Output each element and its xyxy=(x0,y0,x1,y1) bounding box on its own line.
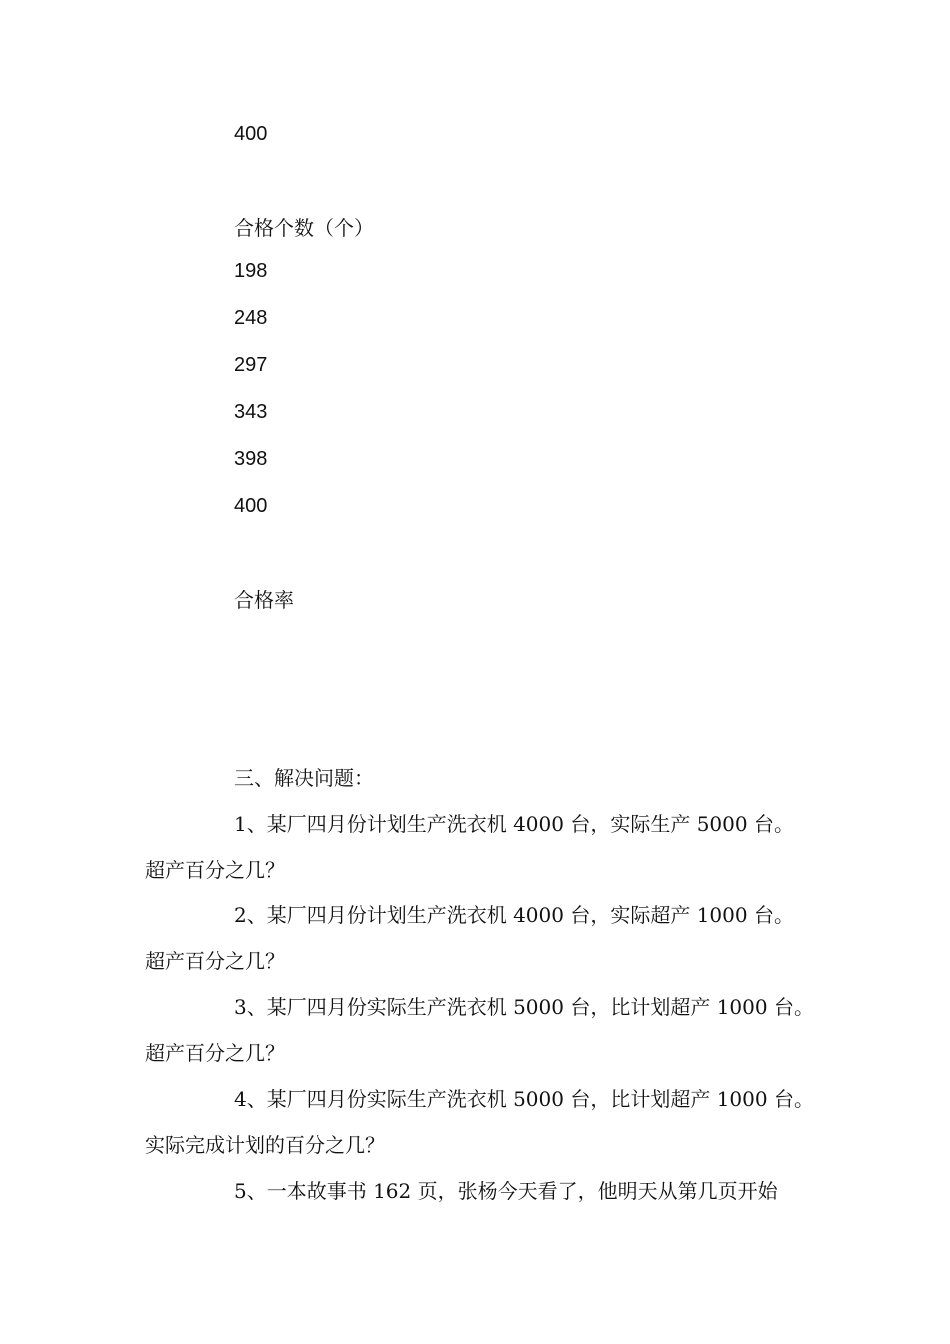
total-count-value: 400 xyxy=(234,123,268,145)
problem-2-line-1: 2、某厂四月份计划生产洗衣机 4000 台，实际超产 1000 台。 xyxy=(234,903,794,927)
qualified-count-value: 398 xyxy=(234,448,268,470)
section-title: 三、解决问题： xyxy=(234,766,374,790)
problem-1-line-2: 超产百分之几？ xyxy=(145,858,285,882)
qualified-count-value: 248 xyxy=(234,307,268,329)
problem-1-line-1: 1、某厂四月份计划生产洗衣机 4000 台，实际生产 5000 台。 xyxy=(234,812,794,836)
problem-3-line-1: 3、某厂四月份实际生产洗衣机 5000 台，比计划超产 1000 台。 xyxy=(234,995,814,1019)
qualified-count-value: 198 xyxy=(234,260,268,282)
problem-5-line-1: 5、一本故事书 162 页，张杨今天看了，他明天从第几页开始 xyxy=(234,1179,778,1203)
problem-3-line-2: 超产百分之几？ xyxy=(145,1041,285,1065)
problem-2-line-2: 超产百分之几？ xyxy=(145,949,285,973)
problem-4-line-1: 4、某厂四月份实际生产洗衣机 5000 台，比计划超产 1000 台。 xyxy=(234,1087,814,1111)
qualified-count-header: 合格个数（个） xyxy=(234,216,374,240)
qualified-count-value: 400 xyxy=(234,495,268,517)
qualified-count-value: 343 xyxy=(234,401,268,423)
qualified-rate-header: 合格率 xyxy=(234,588,294,612)
qualified-count-value: 297 xyxy=(234,354,268,376)
problem-4-line-2: 实际完成计划的百分之几？ xyxy=(145,1133,385,1157)
